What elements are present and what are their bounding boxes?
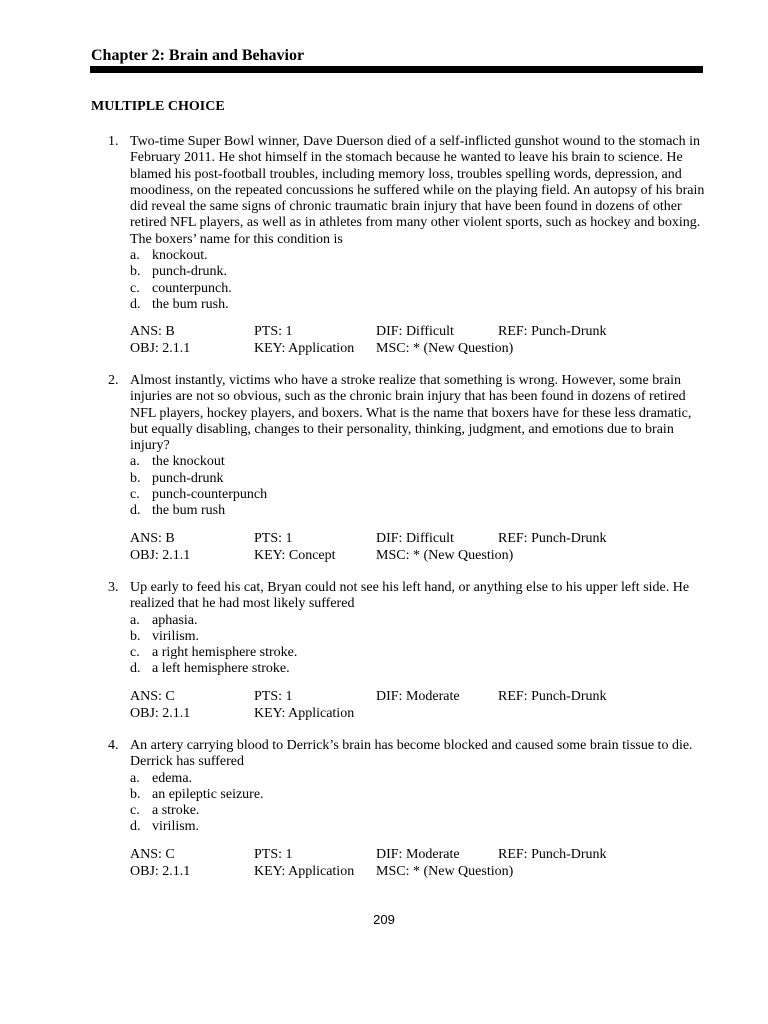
answer-key: ANS: B	[130, 530, 175, 546]
question-1	[108, 134, 708, 357]
question-number: 2.	[108, 373, 119, 388]
keyword: KEY: Concept	[254, 547, 336, 563]
misc: MSC: * (New Question)	[376, 863, 514, 879]
answer-option	[130, 503, 708, 519]
objective: OBJ: 2.1.1	[130, 547, 191, 563]
reference: REF: Punch-Drunk	[498, 846, 607, 862]
section-heading: MULTIPLE CHOICE	[91, 99, 225, 114]
question-2	[108, 373, 708, 564]
reference: REF: Punch-Drunk	[498, 688, 607, 704]
option-letter: d.	[130, 503, 141, 519]
answer-option	[130, 629, 708, 645]
option-letter: d.	[130, 661, 141, 677]
question-stem: Up early to feed his cat, Bryan could not see his left hand, or anything else to his upper left side. He realized that he had most likely suffered	[130, 580, 690, 612]
option-text: punch-drunk	[152, 470, 224, 486]
objective: OBJ: 2.1.1	[130, 705, 191, 721]
answer-option	[130, 487, 708, 503]
answer-options	[130, 454, 708, 519]
points: PTS: 1	[254, 688, 293, 704]
reference: REF: Punch-Drunk	[498, 530, 607, 546]
answer-key: ANS: B	[130, 324, 175, 340]
answer-metadata	[130, 688, 708, 722]
option-text: knockout.	[152, 248, 208, 264]
option-letter: a.	[130, 248, 140, 264]
option-text: counterpunch.	[152, 280, 232, 296]
difficulty: DIF: Difficult	[376, 530, 454, 546]
option-text: a stroke.	[152, 803, 200, 819]
keyword: KEY: Application	[254, 341, 355, 357]
option-text: the bum rush.	[152, 296, 229, 312]
question-stem: Almost instantly, victims who have a stroke realize that something is wrong. However, some brain injuries are not so obvious, such as the chronic brain injury that has been found in dozens of retired NFL players, hockey players, and boxers. What is the name that boxers have for these less dramatic, but equally disabling, changes to their personality, thinking, judgment, and emotions due to brain injury?	[130, 373, 692, 454]
option-letter: b.	[130, 786, 141, 802]
option-letter: a.	[130, 770, 140, 786]
option-letter: a.	[130, 612, 140, 628]
question-stem: Two-time Super Bowl winner, Dave Duerson died of a self-inflicted gunshot wound to the stomach in February 2011. He shot himself in the stomach because he wanted to leave his brain to science. He blamed his post-football troubles, including memory loss, troubles spelling words, depression, and moodiness, on the repeated concussions he suffered while on the playing field. An autopsy of his brain did reveal the same signs of chronic traumatic brain injury that have been found in dozens of other retired NFL players, as well as in athletes from many other violent sports, such as hockey and boxing. The boxers’ name for this condition is	[130, 134, 705, 247]
question-number: 1.	[108, 134, 119, 149]
answer-metadata	[130, 323, 708, 357]
objective: OBJ: 2.1.1	[130, 341, 191, 357]
option-text: a right hemisphere stroke.	[152, 645, 298, 661]
keyword: KEY: Application	[254, 705, 355, 721]
answer-option	[130, 613, 708, 629]
question-body	[130, 134, 708, 357]
option-text: the bum rush	[152, 503, 226, 519]
points: PTS: 1	[254, 846, 293, 862]
misc: MSC: * (New Question)	[376, 547, 514, 563]
option-text: virilism.	[152, 819, 200, 835]
objective: OBJ: 2.1.1	[130, 863, 191, 879]
question-body	[130, 373, 708, 564]
reference: REF: Punch-Drunk	[498, 324, 607, 340]
option-letter: d.	[130, 819, 141, 835]
answer-key: ANS: C	[130, 688, 175, 704]
answer-option	[130, 771, 708, 787]
question-number: 4.	[108, 738, 119, 753]
question-4	[108, 738, 708, 880]
misc	[376, 705, 498, 722]
option-letter: b.	[130, 628, 141, 644]
answer-option	[130, 248, 708, 264]
answer-options	[130, 771, 708, 836]
keyword: KEY: Application	[254, 863, 355, 879]
misc: MSC: * (New Question)	[376, 341, 514, 357]
option-letter: c.	[130, 645, 140, 661]
answer-option	[130, 297, 708, 313]
option-text: the knockout	[152, 454, 225, 470]
question-stem: An artery carrying blood to Derrick’s brain has become blocked and caused some brain tissue to die. Derrick has suffered	[130, 738, 693, 770]
difficulty: DIF: Moderate	[376, 688, 460, 704]
option-text: punch-drunk.	[152, 264, 228, 280]
question-number: 3.	[108, 580, 119, 595]
answer-options	[130, 248, 708, 313]
answer-option	[130, 803, 708, 819]
difficulty: DIF: Moderate	[376, 846, 460, 862]
option-text: edema.	[152, 770, 193, 786]
page-number: 209	[373, 912, 395, 927]
answer-option	[130, 471, 708, 487]
option-letter: d.	[130, 296, 141, 312]
title-divider	[90, 66, 703, 73]
option-text: punch-counterpunch	[152, 487, 268, 503]
question-body	[130, 738, 708, 880]
option-letter: b.	[130, 470, 141, 486]
option-letter: a.	[130, 454, 140, 470]
answer-metadata	[130, 530, 708, 564]
answer-option	[130, 645, 708, 661]
question-3	[108, 580, 708, 722]
answer-option	[130, 281, 708, 297]
answer-option	[130, 661, 708, 677]
option-text: virilism.	[152, 628, 200, 644]
difficulty: DIF: Difficult	[376, 324, 454, 340]
answer-option	[130, 454, 708, 470]
option-letter: b.	[130, 264, 141, 280]
option-text: aphasia.	[152, 612, 198, 628]
option-letter: c.	[130, 487, 140, 503]
answer-metadata	[130, 846, 708, 880]
answer-key: ANS: C	[130, 846, 175, 862]
chapter-title: Chapter 2: Brain and Behavior	[91, 47, 305, 64]
question-body	[130, 580, 708, 722]
points: PTS: 1	[254, 324, 293, 340]
answer-option	[130, 264, 708, 280]
answer-option	[130, 819, 708, 835]
answer-option	[130, 787, 708, 803]
option-text: a left hemisphere stroke.	[152, 661, 290, 677]
option-letter: c.	[130, 803, 140, 819]
answer-options	[130, 613, 708, 678]
option-text: an epileptic seizure.	[152, 786, 264, 802]
points: PTS: 1	[254, 530, 293, 546]
option-letter: c.	[130, 280, 140, 296]
